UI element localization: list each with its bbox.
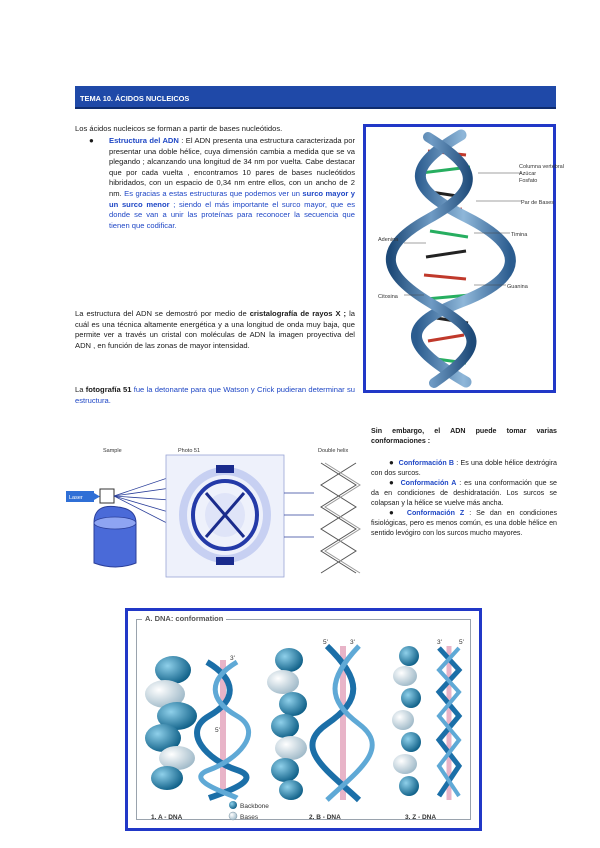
bullet-dot: ●	[89, 136, 94, 145]
conformation-a-term: Conformación A	[400, 479, 457, 487]
z-dna-model	[392, 646, 421, 796]
caption-b-dna: 2. B - DNA	[309, 814, 341, 821]
conformation-z-text: : Se dan en condiciones fisiológicas, pero es menos común, es una doble hélice en sentido levógiro con los surcos mucho mayores.	[371, 509, 557, 537]
bullet-grooves: surco mayor y un surco menor	[109, 188, 355, 209]
z-dna-3prime: 3'	[437, 639, 442, 646]
label-columna: Columna vertebral	[519, 164, 564, 170]
caption-z-dna: 3. Z - DNA	[405, 814, 437, 821]
section-title: TEMA 10. ÁCIDOS NUCLEICOS	[80, 94, 190, 103]
z-dna-ribbon	[439, 646, 459, 800]
bullet-structure	[75, 136, 355, 231]
conformation-illustration	[137, 620, 476, 825]
label-laser: Laser	[69, 495, 83, 501]
para3-text-1: La	[75, 385, 86, 394]
backbone-legend-icon	[229, 801, 237, 809]
dna-helix-figure	[363, 124, 564, 393]
conformation-figure-title: A. DNA: conformation	[142, 614, 226, 623]
caption-a-dna: 1. A - DNA	[151, 814, 183, 821]
label-par-bases: Par de Bases	[521, 200, 555, 206]
bullet-term: Estructura del ADN	[109, 136, 179, 145]
b-dna-ribbon	[312, 646, 372, 800]
conformation-b-item: ● Conformación B : Es una doble hélice dextrógira con dos surcos.	[371, 458, 557, 477]
b-dna-3prime: 3'	[350, 639, 355, 646]
label-sample: Sample	[103, 448, 122, 454]
a-dna-ribbon	[197, 660, 249, 798]
para3-text-2: fue la detonante para que Watson y Crick pudieran determinar su estructura.	[75, 385, 355, 405]
a-dna-model	[145, 656, 197, 790]
xray-illustration	[66, 443, 362, 581]
label-azucar: Azúcar	[519, 171, 537, 177]
label-guanina: Guanina	[507, 284, 528, 290]
label-fosfato: Fosfato	[519, 178, 538, 184]
z-dna-5prime: 5'	[459, 639, 464, 646]
legend-backbone: Backbone	[240, 803, 269, 810]
conformation-b-term: Conformación B	[398, 459, 455, 467]
bases-legend-icon	[229, 812, 237, 820]
label-adenina: Adenina	[378, 237, 399, 243]
conformation-panel	[136, 614, 471, 821]
label-double-helix: Double helix	[318, 448, 349, 454]
bullet-blue-text-1: Es gracias a estas estructuras que podemos ver un	[121, 188, 303, 198]
dna-conformation-figure	[125, 608, 482, 831]
label-photo51: Photo 51	[178, 448, 201, 454]
double-helix-sketch	[321, 463, 360, 573]
crystallography-paragraph	[75, 309, 355, 351]
bullet-text: : El ADN presenta una estructura caracterizada por presentar una doble hélice, cuya dimensión cambia a medida que se va plegando ; alcanzando una longitud de 34 nm por vuelta. Cabe destacar que por cada vuelta , encontramos 10 pares de bases nucleótidos hibridados, con un espacio de 0,34 nm entre ellos, con un ancho de 2 nm.	[109, 136, 356, 198]
section-header	[75, 86, 556, 109]
legend-bases: Bases	[240, 814, 259, 821]
conformation-z-item: ● Conformación Z : Se dan en condiciones fisiológicas, pero es menos común, es una doble hélice en sentido levógiro con los surcos mucho mayores.	[371, 508, 557, 537]
label-citosina: Citosina	[378, 294, 398, 300]
b-dna-model	[267, 648, 307, 800]
a-dna-3prime: 3'	[230, 655, 235, 662]
para2-text-2: la cuál es una técnica altamente energética y a una longitud de onda muy baja, que permite ver a través un cristal con moléculas de ADN la imagen proyectiva del ADN , en función de las zonas de mayor intensidad.	[75, 309, 355, 350]
bullet-blue-text-2: ; siendo el más importante el surco mayor, que es donde se van a unir las proteínas para reconocer la secuencia que tienen que codificar.	[109, 199, 355, 230]
sample-holder	[94, 506, 136, 567]
para2-bold: cristalografía de rayos X ;	[249, 309, 347, 318]
helix-strand-2	[391, 137, 472, 383]
a-dna-5prime: 5'	[215, 727, 220, 734]
conformations-text	[371, 426, 557, 538]
conformation-a-text: : es una conformación que se da en condiciones de deshidratación. Los surcos se colapsan y la hélice se vuelve más ancha.	[371, 479, 557, 507]
conformation-z-term: Conformación Z	[406, 509, 465, 517]
conformation-a-item: ● Conformación A : es una conformación que se da en condiciones de deshidratación. Los surcos se colapsan y la hélice se vuelve más ancha.	[371, 478, 557, 507]
intro-paragraph: Los ácidos nucleicos se forman a partir de bases nucleótidos.	[75, 124, 283, 133]
photo51-paragraph	[75, 385, 355, 406]
sample-crystal	[100, 489, 114, 503]
conformations-intro: Sin embargo, el ADN puede tomar varias conformaciones :	[371, 427, 557, 445]
conformation-b-text: : Es una doble hélice dextrógira con dos surcos.	[371, 459, 557, 477]
dna-helix-illustration	[366, 127, 564, 390]
para2-text-1: La estructura del ADN se demostró por medio de	[75, 309, 250, 318]
xray-diffraction-figure	[66, 443, 362, 581]
b-dna-5prime: 5'	[323, 639, 328, 646]
label-timina: Timina	[511, 232, 528, 238]
para3-bold: fotografía 51	[85, 385, 132, 394]
